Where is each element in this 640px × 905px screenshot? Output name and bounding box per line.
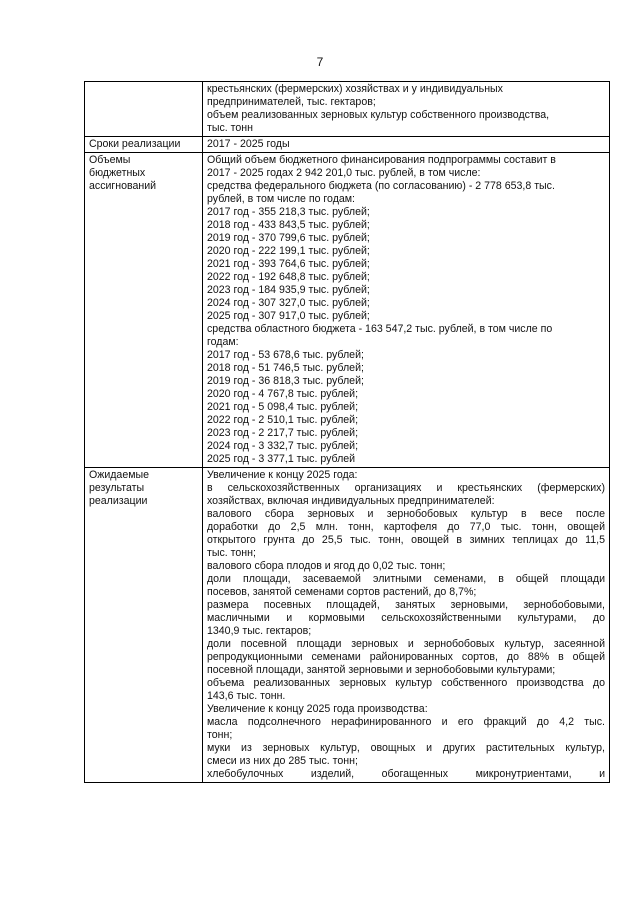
results-line: репродукционными семенами районированных сортов, до 88% в общей [207,651,605,663]
budget-line: 2023 год - 184 935,9 тыс. рублей; [207,284,370,296]
results-label-line: результаты [89,482,145,494]
results-line: Увеличение к концу 2025 года: [207,469,358,481]
budget-line: 2017 год - 355 218,3 тыс. рублей; [207,206,370,218]
budget-line: 2025 год - 3 377,1 тыс. рублей [207,453,356,465]
results-line: муки из зерновых культур, овощных и других растительных культур, [207,742,605,754]
results-label-line: реализации [89,495,148,507]
results-line: тыс. тонн; [207,547,256,559]
results-line: доли посевной площади зерновых и зернобобовых культур, засеянной [207,638,605,650]
results-line: тонн; [207,729,233,741]
continuation-label-cell [85,82,203,137]
budget-line: 2017 год - 53 678,6 тыс. рублей; [207,349,364,361]
terms-row [85,137,610,153]
results-line: посевной площади, занятой зерновыми и зернобобовыми культурами; [207,664,556,676]
budget-line: 2021 год - 5 098,4 тыс. рублей; [207,401,359,413]
budget-line: 2024 год - 3 332,7 тыс. рублей; [207,440,359,452]
continuation-row [85,82,610,137]
budget-line: 2023 год - 2 217,7 тыс. рублей; [207,427,359,439]
budget-line: 2020 год - 222 199,1 тыс. рублей; [207,245,370,257]
budget-line: 2020 год - 4 767,8 тыс. рублей; [207,388,359,400]
budget-label-line: бюджетных [89,167,146,179]
budget-line: 2024 год - 307 327,0 тыс. рублей; [207,297,370,309]
results-line: 143,6 тыс. тонн. [207,690,286,702]
continuation-value-cell [203,82,610,137]
continuation-line: предпринимателей, тыс. гектаров; [207,96,376,108]
results-line: масличными и кормовыми сельскохозяйственными культурами, до [207,612,605,624]
budget-line: 2022 год - 192 648,8 тыс. рублей; [207,271,370,283]
results-line: доли площади, засеваемой элитными семенами, в общей площади [207,573,605,585]
passport-table [84,81,610,783]
budget-line: годам: [207,336,239,348]
results-line: доработки до 2,5 млн. тонн, картофеля до 77,0 тыс. тонн, овощей [207,521,605,533]
results-line: размера посевных площадей, занятых зерновыми, зернобобовыми, [207,599,605,611]
continuation-line: крестьянских (фермерских) хозяйствах и у индивидуальных [207,83,503,95]
results-line: хлебобулочных изделий, обогащенных микронутриентами, и [207,768,605,780]
budget-line: 2025 год - 307 917,0 тыс. рублей; [207,310,370,322]
budget-line: Общий объем бюджетного финансирования подпрограммы составит в [207,154,556,166]
results-line: валового сбора плодов и ягод до 0,02 тыс. тонн; [207,560,446,572]
results-line: посевов, занятой семенами сортов растений, до 8,7%; [207,586,477,598]
budget-line: средства областного бюджета - 163 547,2 тыс. рублей, в том числе по [207,323,553,335]
continuation-line: тыс. тонн [207,122,253,134]
budget-label-line: ассигнований [89,180,157,192]
results-label-cell [85,468,203,783]
budget-line: рублей, в том числе по годам: [207,193,355,205]
results-line: хозяйствах, включая индивидуальных предпринимателей: [207,495,495,507]
page-number: 7 [316,55,324,69]
budget-line: 2018 год - 433 843,5 тыс. рублей; [207,219,370,231]
budget-line: 2022 год - 2 510,1 тыс. рублей; [207,414,359,426]
results-line: масла подсолнечного нерафинированного и его фракций до 4,2 тыс. [207,716,605,728]
budget-value-cell [203,153,610,468]
budget-line: 2018 год - 51 746,5 тыс. рублей; [207,362,364,374]
budget-line: 2019 год - 370 799,6 тыс. рублей; [207,232,370,244]
budget-line: средства федерального бюджета (по согласованию) - 2 778 653,8 тыс. [207,180,555,192]
budget-line: 2017 - 2025 годах 2 942 201,0 тыс. рублей, в том числе: [207,167,481,179]
results-line: открытого грунта до 25,5 тыс. тонн, овощей в зимних теплицах до 11,5 [207,534,605,546]
terms-label: Сроки реализации [85,137,203,153]
results-label-line: Ожидаемые [89,469,149,481]
terms-value: 2017 - 2025 годы [203,137,610,153]
results-line: смеси из них до 285 тыс. тонн; [207,755,358,767]
budget-label-cell [85,153,203,468]
budget-row [85,153,610,468]
results-line: валового сбора зерновых и зернобобовых культур в весе после [207,508,605,520]
results-line: 1340,9 тыс. гектаров; [207,625,312,637]
results-line: в сельскохозяйственных организациях и крестьянских (фермерских) [207,482,605,494]
continuation-line: объем реализованных зерновых культур собственного производства, [207,109,550,121]
results-value-cell [203,468,610,783]
results-row [85,468,610,783]
results-line: Увеличение к концу 2025 года производства: [207,703,428,715]
budget-label-line: Объемы [89,154,131,166]
budget-line: 2021 год - 393 764,6 тыс. рублей; [207,258,370,270]
results-line: объема реализованных зерновых культур собственного производства до [207,677,605,689]
budget-line: 2019 год - 36 818,3 тыс. рублей; [207,375,364,387]
